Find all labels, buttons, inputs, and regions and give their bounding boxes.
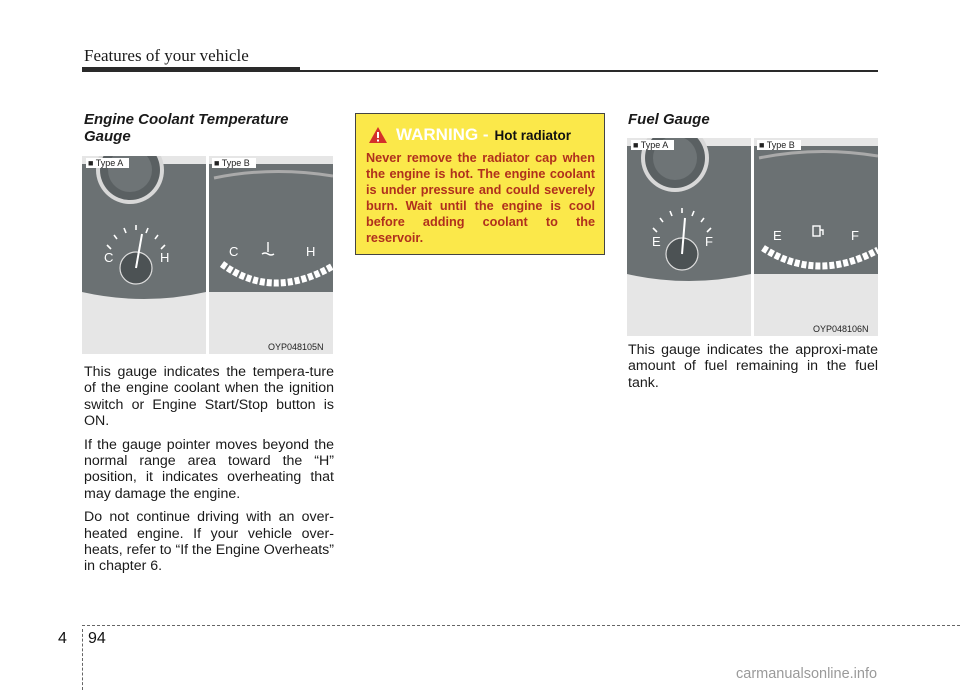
fuel-body-text	[628, 342, 878, 398]
figure-code: OYP048105N	[268, 342, 324, 352]
header-rule-thick	[82, 67, 300, 72]
type-a-label: ■ Type A	[86, 158, 129, 168]
warning-icon	[368, 126, 388, 144]
warning-label: WARNING -	[396, 125, 489, 144]
gauge-b-high-label: H	[306, 244, 316, 259]
fuel-type-a-label: ■ Type A	[631, 140, 674, 150]
fuel-figure-code: OYP048106N	[813, 324, 869, 334]
gauge-a-low-label: C	[104, 250, 114, 265]
footer-divider	[82, 629, 83, 690]
fuel-gauge-a-low-label: E	[652, 234, 661, 249]
footer-rule	[82, 625, 960, 626]
type-b-label: ■ Type B	[212, 158, 256, 168]
coolant-para-2: If the gauge pointer moves beyond the normal range area toward the “H” position, it indicates overheating that may damage the engine.	[84, 436, 334, 502]
fuel-heading: Fuel Gauge	[628, 111, 710, 128]
coolant-body-text	[84, 364, 334, 582]
gauge-b-low-label: C	[229, 244, 239, 259]
warning-subtitle: Hot radiator	[494, 127, 572, 143]
fuel-gauge-b-low-label: E	[773, 228, 782, 243]
page-number: 94	[88, 630, 106, 647]
fuel-gauge-a-high-label: F	[705, 234, 713, 249]
fuel-gauge-b-high-label: F	[851, 228, 859, 243]
warning-box	[355, 113, 605, 255]
warning-title	[368, 124, 571, 146]
warning-text: Never remove the radiator cap when the engine is hot. The engine coolant is under pressure and could severely burn. Wait until the engine is cool before adding coolant to the reservoir.	[366, 151, 595, 245]
page-section: 4	[58, 630, 67, 647]
watermark: carmanualsonline.info	[736, 666, 878, 682]
gauge-a-high-label: H	[160, 250, 170, 265]
coolant-heading: Engine Coolant Temperature Gauge	[84, 111, 289, 145]
fuel-figure	[627, 138, 878, 336]
fuel-type-b-label: ■ Type B	[757, 140, 801, 150]
header-rule-thin	[300, 70, 878, 72]
coolant-para-3: Do not continue driving with an over-heated engine. If your vehicle over-heats, refer to “If the Engine Overheats” in chapter 6.	[84, 509, 334, 575]
coolant-figure	[82, 156, 333, 354]
header-title: Features of your vehicle	[84, 46, 249, 65]
coolant-para-1: This gauge indicates the tempera-ture of the engine coolant when the ignition switch or Engine Start/Stop button is ON.	[84, 364, 334, 430]
fuel-para-1: This gauge indicates the approxi-mate amount of fuel remaining in the fuel tank.	[628, 342, 878, 391]
